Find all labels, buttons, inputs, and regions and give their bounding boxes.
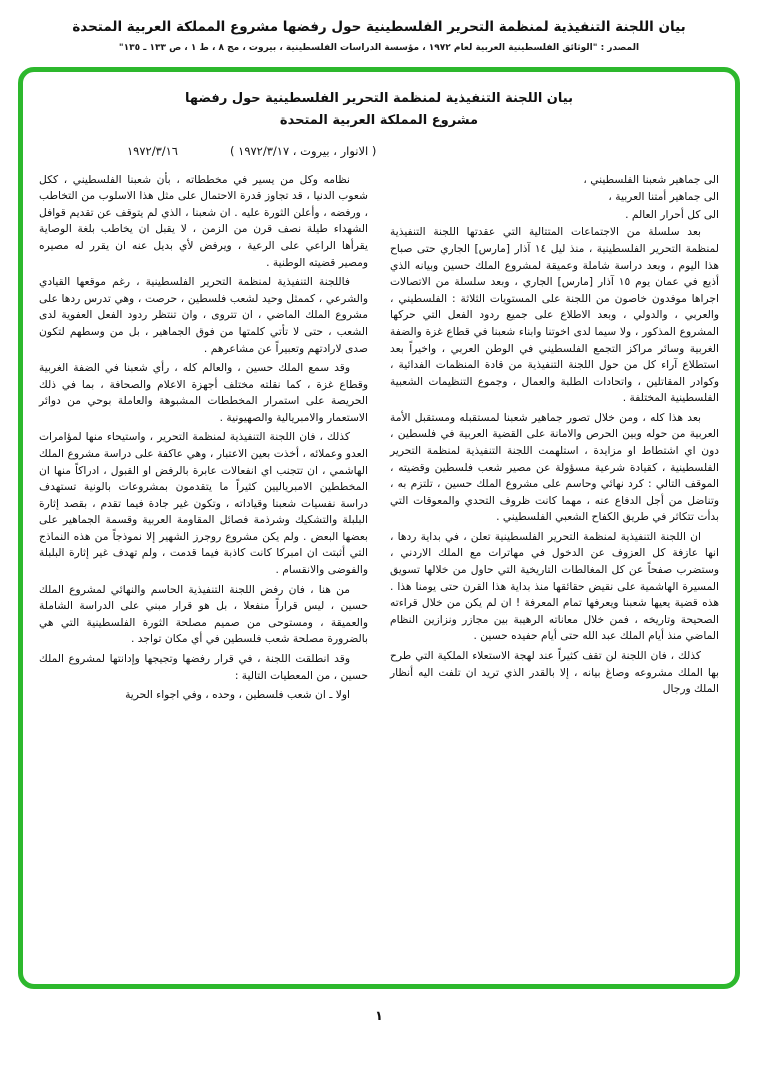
right-column [390,172,719,707]
document-title: بيان اللجنة التنفيذية لمنظمة التحرير الفلسطينية حول رفضها مشروع المملكة العربية المتحدة [72,19,686,35]
paragraph: وقد انطلقت اللجنة ، في قرار رفضها وتجيجها وإدانتها لمشروع الملك حسين ، من المعطيات التالية : [39,651,368,682]
page-header [0,0,758,53]
paragraph: ان اللجنة التنفيذية لمنظمة التحرير الفلسطينية تعلن ، في بداية ردها ، انها عازفة كل العزوف عن الدخول في مهاترات مع الملك الاردني ، وستضرب صفحاً عن كل المغالطات التاريخية التي حاول من خلالها تسويق المسيرة الهاشمية على نقيض حقائقها منذ بداية هذا القرن حتى يومنا هذا . هذه قضية يعيها شعبنا ويعرفها تمام المعرفة ! ان لم يكن من خلال قراءته الصحيحة وتاريخه ، فمن خلال معاناته الرهيبة بين مجازر ونزازين النظام الماضي منذ أيام الملك عبد الله حتى أيام حفيده حسين . [390,529,719,643]
statement-title-line2: مشروع المملكة العربية المتحدة [279,112,479,128]
source-citation: المصدر : "الوثائق الفلسطينية العربية لعام ١٩٧٢ ، مؤسسة الدراسات الفلسطينية ، بيروت ، مج ٨ ، ط ١ ، ص ١٣٣ ـ ١٣٥" [118,42,640,53]
page-number: ١ [375,1008,383,1024]
paragraph: نظامه وكل من يسير في مخططاته ، بأن شعبنا الفلسطيني ، ككل شعوب الدنيا ، قد تجاوز قدرة الاحتمال على مثل هذا الاسلوب من التخاطب ، ورفضه ، وأعلن الثورة عليه . ان شعبنا ، الذي لم يتوقف عن تقديم قوافل الشهداء طيلة نصف قرن من الزمن ، لا يقبل ان يخاطب بلغة الوصاية يقرأها الراعي على الرعية ، ويرفض لأي بديل عنه ان يقرر له مصيره ومصير قضيته الوطنية . [39,172,368,269]
statement-title-line1: بيان اللجنة التنفيذية لمنظمة التحرير الفلسطينية حول رفضها [185,90,573,106]
paragraph: فاللجنة التنفيذية لمنظمة التحرير الفلسطينية ، رغم موقعها القيادي والشرعي ، كممثل وحيد لشعب فلسطين ، حرصت ، وهي تدرس ردها على مشروع الملك الماضي ، ان تتروى ، وان تنتظر ردود الفعل العفوية لدى الشعب ، حتى لا تأتي كلمتها من فوق الجماهير ، بل من وسطهم لتكون صدى لارادتهم وتعبيراً عن مشاعرهم . [39,275,368,355]
paragraph: من هنا ، فان رفض اللجنة التنفيذية الحاسم والنهائي لمشروع الملك حسين ، ليس قراراً منفعلا ، بل هو قرار مبني على الدراسة الشاملة والعميقة ، ومستوحى من صميم مصلحة الثورة الفلسطينية التي هي بالضرورة مصلحة شعب فلسطين في أي مكان تواجد . [39,582,368,646]
paragraph: كذلك ، فان اللجنة التنفيذية لمنظمة التحرير ، واستيحاء منها لمؤامرات العدو وعملائه ، أخذت بعين الاعتبار ، وهي عاكفة على دراسة مشروع الملك الهاشمي ، ان تتجنب اي انفعالات عابرة بالرفض او القبول ، ادراكاً منها ان المخططين الامبرياليين كثيراً ما يتقدمون بمشروعات بالونية تستهدف دراسة نفسيات شعبنا وقياداته ، وتكون غير جادة فيما تقدم ، بقصد إثارة البلبلة والتشكيك وشرذمة فصائل المقاومة العربية وقسمة الجماهير على بعضها البعض . ولم يكن مشروع روجرز الشهير إلا نموذجاً من هذه النماذج التي أثبتت ان امبركا كانت كاذبة فيما قدمت ، ولم تهدف غير إثارة البلبلة والفوضى والانقسام . [39,430,368,577]
paragraph: اولا ـ ان شعب فلسطين ، وحده ، وفي اجواء الحرية [125,688,350,702]
right-column-paragraphs [390,224,719,697]
text-columns [39,172,719,707]
paragraph: بعد سلسلة من الاجتماعات المتتالية التي عقدتها اللجنة التنفيذية لمنظمة التحرير الفلسطينية ، منذ ليل ١٤ آذار [مارس] الجاري حتى صباح هذا اليوم ، وبعد دراسة شاملة وعميقة لمشروع الملك حسين وبيانه الذي أذيع في عمان يوم ١٥ آذار [مارس] الجاري ، وبعد سلسلة من الاتصالات اجراها موفدون خاصون من اللجنة على المستويات الثلاثة : الفلسطيني ، والعربي ، والدولي ، وبعد الاطلاع على جميع ردود الفعل التي حركها المشروع المذكور ، ولا سيما لدى اخوتنا وابناء شعبنا في قطاع غزة والضفة الغربية وسائر مراكز التجمع الفلسطيني في الوطن العربي ، واخيراً بعد استطلاع آراء كل من حول اللجنة التنفيذية من قادة المنظمات الفدائية ، وكوادر المقاتلين ، واتحادات الطلبة والعمال ، وجموع التنظيمات الشعبية الفلسطينية المختلفة . [390,225,719,405]
publication-info: ( الانوار ، بيروت ، ١٩٧٢/٣/١٧ ) [230,143,377,158]
left-column-paragraphs [39,172,368,704]
date-row [39,144,719,158]
paragraph: كذلك ، فان اللجنة لن تقف كثيراً عند لهجة الاستعلاء الملكية التي طرح بها الملك مشروعه وصاغ بيانه ، إلا بالقدر الذي تريد ان تلفت اليه أنظار الملك ورجال [390,648,719,696]
salutation-block [390,172,719,224]
statement-date: ١٩٧٢/٣/١٦ [127,143,178,158]
paragraph: وقد سمع الملك حسين ، والعالم كله ، رأي شعبنا في الضفة الغربية وقطاع غزة ، كما نقلته مختلف أجهزة الاعلام والصحافة ، بما في ذلك الحريصة على استمرار المخططات المشبوهة والعاملة بوحي من دوائر الاستعمار والامبريالية والصهيونية . [39,361,368,424]
statement-box [18,67,740,989]
paragraph: الى كل أحرار العالم . [625,207,719,221]
paragraph: الى جماهير أمتنا العربية ، [608,190,719,204]
statement-title [39,88,719,132]
left-column [39,172,368,707]
paragraph: بعد هذا كله ، ومن خلال تصور جماهير شعبنا لمستقبله ومستقبل الأمة العربية من حوله وبين الحرص والامانة على القضية العربية في فلسطين ، دون اي اشتطاط او مزايدة ، استلهمت اللجنة التنفيذية لمنظمة التحرير الفلسطينية ، كقيادة شرعية مسؤولة عن مصير شعب فلسطين وقضيته ، الموقف التالي : كرد نهائي وحاسم على مشروع الملك حسين ، تلتزم به ، وتناضل من أجل الدفاع عنه ، مهما كانت ظروف التحدي والمعوقات التي بدأت تتكاثر في طريق الكفاح الشعبي الفلسطيني . [390,410,719,524]
paragraph: الى جماهير شعبنا الفلسطيني ، [583,172,719,186]
